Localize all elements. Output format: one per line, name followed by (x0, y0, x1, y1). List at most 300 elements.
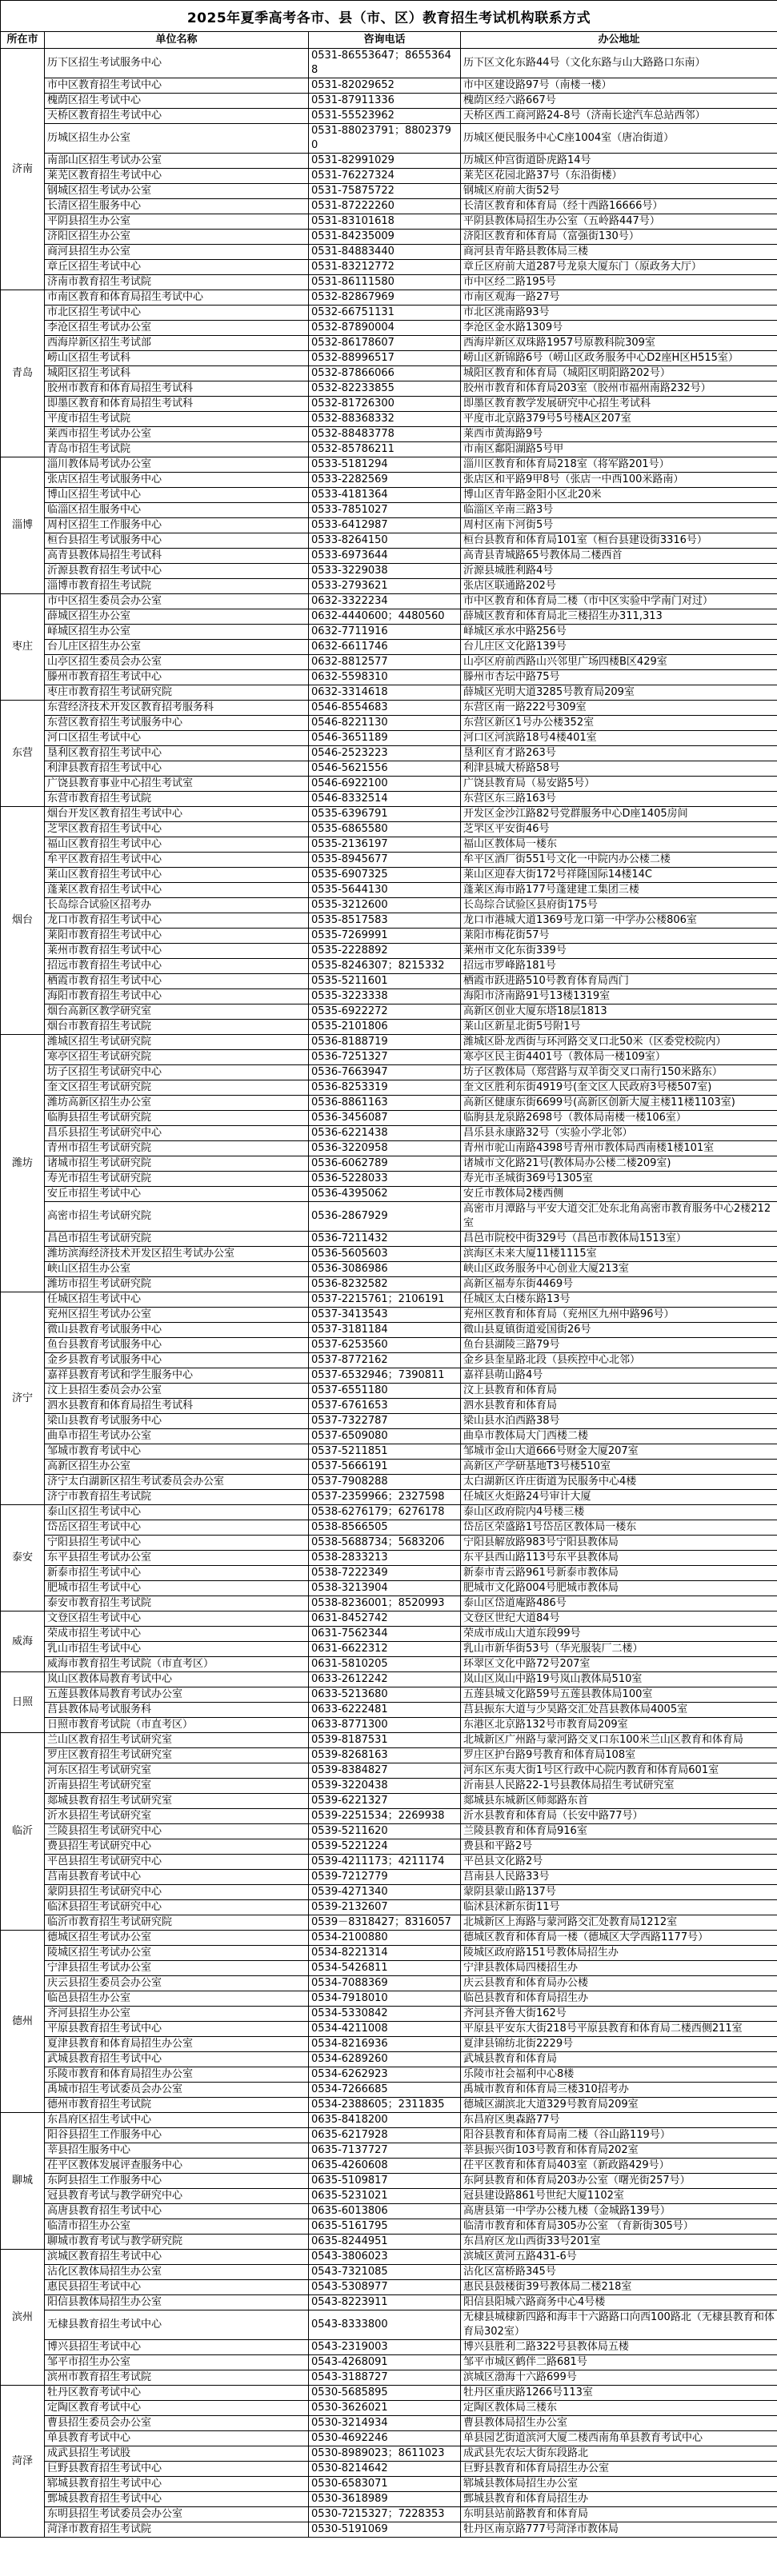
address-cell: 槐荫区经六路667号 (461, 94, 777, 109)
address-cell: 淄川区教育和体育局218室（将军路201号） (461, 457, 777, 473)
phone-cell: 0537-7908288 (309, 1475, 461, 1490)
phone-cell: 0535-8246307；8215332 (309, 959, 461, 974)
phone-cell: 0533-5181294 (309, 457, 461, 473)
phone-cell: 0531-87222260 (309, 199, 461, 214)
address-cell: 博山区青年路金阳小区北20米 (461, 488, 777, 503)
address-cell: 德城区教育和体育局一楼（德城区大学西路1177号） (461, 1931, 777, 1946)
phone-cell: 0535-3212600 (309, 898, 461, 913)
unit-cell: 烟台市教育招生考试院 (45, 1020, 309, 1035)
phone-cell: 0535-8517583 (309, 913, 461, 929)
unit-cell: 宁阳县招生考试中心 (45, 1536, 309, 1551)
address-cell: 蓬莱区海市路177号蓬建建工集团三楼 (461, 883, 777, 898)
unit-cell: 郯城县教育招生考试研究室 (45, 1794, 309, 1809)
phone-cell: 0534-8216936 (309, 2037, 461, 2052)
table-row (1, 412, 777, 427)
address-cell: 龙口市港城大道1369号龙口第一中学办公楼806室 (461, 913, 777, 929)
table-row (1, 2507, 777, 2522)
phone-cell: 0631-7562344 (309, 1627, 461, 1642)
address-cell: 西海岸新区双珠路1957号原教科院309室 (461, 336, 777, 351)
address-cell: 济阳区教育和体育局（富强街130号） (461, 230, 777, 245)
address-cell: 滕州市杏坛中路75号 (461, 670, 777, 685)
phone-cell: 0535-6865580 (309, 822, 461, 837)
table-row (1, 488, 777, 503)
address-cell: 招远市罗峰路181号 (461, 959, 777, 974)
table-row (1, 640, 777, 655)
unit-cell: 乳山市招生考试中心 (45, 1642, 309, 1657)
table-row (1, 2355, 777, 2370)
phone-cell: 0530-8214642 (309, 2462, 461, 2477)
table-row (1, 989, 777, 1004)
phone-cell: 0539-8187531 (309, 1733, 461, 1748)
phone-cell: 0537-2359966；2327598 (309, 1490, 461, 1505)
address-cell: 钢城区府前大街52号 (461, 184, 777, 199)
phone-cell: 0539-6221327 (309, 1794, 461, 1809)
unit-cell: 城阳区招生考试科 (45, 366, 309, 381)
phone-cell: 0635-6013806 (309, 2204, 461, 2219)
unit-cell: 市中区教育招生考试中心 (45, 78, 309, 94)
phone-cell: 0633-5213680 (309, 1687, 461, 1703)
table-row (1, 2022, 777, 2037)
column-header-unit: 单位名称 (45, 32, 309, 49)
unit-cell: 任城区招生考试中心 (45, 1292, 309, 1308)
address-cell: 章丘区府前大道287号龙泉大厦东门（原政务大厅） (461, 260, 777, 275)
phone-cell: 0632-3314618 (309, 685, 461, 701)
unit-cell: 西海岸新区招生考试部 (45, 336, 309, 351)
address-cell: 曹县教体局招生办公室 (461, 2416, 777, 2431)
unit-cell: 五莲县教体局教育考试办公室 (45, 1687, 309, 1703)
phone-cell: 0531-75875722 (309, 184, 461, 199)
address-cell: 岱岳区荣盛路1号岱岳区教体局一楼东 (461, 1520, 777, 1536)
unit-cell: 峄城区招生办公室 (45, 625, 309, 640)
phone-cell: 0632-3322234 (309, 594, 461, 609)
city-cell: 烟台 (1, 807, 45, 1035)
phone-cell: 0533-4181364 (309, 488, 461, 503)
phone-cell: 0539-3220438 (309, 1779, 461, 1794)
address-cell: 峡山区政务服务中心创业大厦213室 (461, 1262, 777, 1277)
table-row (1, 1444, 777, 1460)
phone-cell: 0531-87911336 (309, 94, 461, 109)
phone-cell: 0538-5688734；5683206 (309, 1536, 461, 1551)
address-cell: 商河县青年路县教体局三楼 (461, 245, 777, 260)
table-row (1, 2522, 777, 2538)
phone-cell: 0536-4395062 (309, 1187, 461, 1202)
phone-cell: 0534-6262923 (309, 2067, 461, 2083)
address-cell: 太白湖新区许庄街道为民服务中心4楼 (461, 1475, 777, 1490)
address-cell: 邹城市金山大道666号财金大厦207室 (461, 1444, 777, 1460)
unit-cell: 新泰市招生考试中心 (45, 1566, 309, 1581)
table-row (1, 1551, 777, 1566)
unit-cell: 沂水县招生考试研究室 (45, 1809, 309, 1824)
phone-cell: 0537-6253560 (309, 1338, 461, 1353)
table-row (1, 1308, 777, 1323)
table-row (1, 2098, 777, 2113)
address-cell: 莱阳市梅花街57号 (461, 929, 777, 944)
address-cell: 牡丹区南京路777号菏泽市教体局 (461, 2522, 777, 2538)
unit-cell: 博山区招生考试中心 (45, 488, 309, 503)
table-row (1, 1611, 777, 1627)
address-cell: 滨城区渤海十六路699号 (461, 2370, 777, 2386)
phone-cell: 0543-4268091 (309, 2355, 461, 2370)
unit-cell: 莱芜区教育招生考试中心 (45, 169, 309, 184)
table-row (1, 351, 777, 366)
unit-cell: 东阿县招生工作服务中心 (45, 2174, 309, 2189)
table-row (1, 184, 777, 199)
phone-cell: 0546-3651189 (309, 731, 461, 746)
phone-cell: 0537-8772162 (309, 1353, 461, 1368)
address-cell: 天桥区西工商河路24-8号（济南长途汽车总站西邻） (461, 109, 777, 124)
unit-cell: 莒南县教育考试中心 (45, 1870, 309, 1885)
phone-cell: 0536-8253319 (309, 1080, 461, 1096)
table-row (1, 2083, 777, 2098)
phone-cell: 0531-84883440 (309, 245, 461, 260)
address-cell: 庆云县教育和体育局办公楼 (461, 1976, 777, 1991)
table-row (1, 1946, 777, 1961)
address-cell: 市南区鄱阳湖路5号甲 (461, 442, 777, 457)
unit-cell: 费县招生考试研究中心 (45, 1839, 309, 1855)
phone-cell: 0531-82029652 (309, 78, 461, 94)
phone-cell: 0530-5685895 (309, 2386, 461, 2401)
phone-cell: 0539-5221224 (309, 1839, 461, 1855)
phone-cell: 0535-6922272 (309, 1004, 461, 1020)
table-row (1, 670, 777, 685)
city-cell: 济南 (1, 49, 45, 290)
address-cell: 泗水县教育和体育局 (461, 1399, 777, 1414)
table-row (1, 109, 777, 124)
phone-cell: 0633-2612242 (309, 1672, 461, 1687)
address-cell: 鱼台县湖陵三路79号 (461, 1338, 777, 1353)
table-row (1, 868, 777, 883)
phone-cell: 0546-8221130 (309, 716, 461, 731)
address-cell: 成武县先农坛大街东段路北 (461, 2446, 777, 2462)
unit-cell: 蓬莱区教育招生考试中心 (45, 883, 309, 898)
table-row (1, 1141, 777, 1156)
address-cell: 峄城区承水中路256号 (461, 625, 777, 640)
unit-cell: 商河县招生办公室 (45, 245, 309, 260)
city-cell: 泰安 (1, 1505, 45, 1611)
column-header-address: 办公地址 (461, 32, 777, 49)
address-cell: 茌平区教育和体育局403室（新政路429号） (461, 2159, 777, 2174)
header-row (1, 32, 777, 49)
address-cell: 汶上县教育和体育局 (461, 1384, 777, 1399)
unit-cell: 莒县教体局考试服务科 (45, 1703, 309, 1718)
unit-cell: 东营市教育招生考试院 (45, 792, 309, 807)
phone-cell: 0532-88368332 (309, 412, 461, 427)
phone-cell: 0534-2388605；2311835 (309, 2098, 461, 2113)
address-cell: 长岛综合试验区县府街175号 (461, 898, 777, 913)
unit-cell: 河口区招生考试中心 (45, 731, 309, 746)
address-cell: 临淄区辛南三路3号 (461, 503, 777, 518)
address-cell: 武城县教育和体育局 (461, 2052, 777, 2067)
address-cell: 李沧区金水路1309号 (461, 321, 777, 336)
address-cell: 市中区教育和体育局二楼（市中区实验中学南门对过） (461, 594, 777, 609)
unit-cell: 平原县教育招生考试中心 (45, 2022, 309, 2037)
phone-cell: 0532-82233855 (309, 381, 461, 397)
address-cell: 文登区世纪大道84号 (461, 1611, 777, 1627)
unit-cell: 牡丹区教育考试中心 (45, 2386, 309, 2401)
address-cell: 青州市驼山南路4398号青州市教体局西南楼1楼101室 (461, 1141, 777, 1156)
unit-cell: 桓台县招生考试服务中心 (45, 533, 309, 549)
table-row (1, 1596, 777, 1611)
table-row (1, 1794, 777, 1809)
table-row (1, 1961, 777, 1976)
table-row (1, 731, 777, 746)
phone-cell: 0536-3456087 (309, 1111, 461, 1126)
phone-cell: 0530-4692246 (309, 2431, 461, 2446)
address-cell: 河东区东夷大街1号区行政中心院内教育和体育局601室 (461, 1763, 777, 1779)
unit-cell: 鄄城县教育招生考试中心 (45, 2492, 309, 2507)
phone-cell: 0536-6221438 (309, 1126, 461, 1141)
phone-cell: 0536-2867929 (309, 1202, 461, 1232)
unit-cell: 济宁太白湖新区招生考试委员会办公室 (45, 1475, 309, 1490)
address-cell: 东阿县教育和体育局203办公室（曙光街257号） (461, 2174, 777, 2189)
table-row (1, 397, 777, 412)
phone-cell: 0539－8318427；8316057 (309, 1915, 461, 1931)
table-row (1, 2310, 777, 2340)
address-cell: 莱州市文化东街339号 (461, 944, 777, 959)
address-cell: 昌乐县永康路32号（实验小学北邻） (461, 1126, 777, 1141)
phone-cell: 0534-2100880 (309, 1931, 461, 1946)
phone-cell: 0532-86178607 (309, 336, 461, 351)
address-cell: 博兴县胜利二路322号县教体局五楼 (461, 2340, 777, 2355)
table-row (1, 2370, 777, 2386)
table-row (1, 2159, 777, 2174)
unit-cell: 曲阜市招生考试办公室 (45, 1429, 309, 1444)
phone-cell: 0533-8264150 (309, 533, 461, 549)
table-row (1, 1126, 777, 1141)
unit-cell: 高密市招生考试研究院 (45, 1202, 309, 1232)
unit-cell: 东明县招生考试委员会办公室 (45, 2507, 309, 2522)
phone-cell: 0635-5109817 (309, 2174, 461, 2189)
unit-cell: 文登区招生考试中心 (45, 1611, 309, 1627)
phone-cell: 0531-84235009 (309, 230, 461, 245)
address-cell: 高新区创业大厦东塔18层1813 (461, 1004, 777, 1020)
phone-cell: 0533-6973644 (309, 549, 461, 564)
phone-cell: 0537-2215761；2106191 (309, 1292, 461, 1308)
address-cell: 高唐县第一中学办公楼九楼（金城路139号） (461, 2204, 777, 2219)
phone-cell: 0534-5330842 (309, 2007, 461, 2022)
table-row (1, 2477, 777, 2492)
address-cell: 东明县站前路教育和体育局 (461, 2507, 777, 2522)
phone-cell: 0532-81726300 (309, 397, 461, 412)
address-cell: 宁津县教体局四楼招生办 (461, 1961, 777, 1976)
city-cell: 淄博 (1, 457, 45, 594)
unit-cell: 平度市招生考试院 (45, 412, 309, 427)
unit-cell: 栖霞市教育招生考试中心 (45, 974, 309, 989)
unit-cell: 滨城区教育招生考试中心 (45, 2250, 309, 2265)
address-cell: 梁山县水泊西路38号 (461, 1414, 777, 1429)
address-cell: 巨野县教育和体育局招生办公室 (461, 2462, 777, 2477)
unit-cell: 岱岳区招生考试中心 (45, 1520, 309, 1536)
phone-cell: 0530-7215327；7228353 (309, 2507, 461, 2522)
phone-cell: 0531-86553647；86553648 (309, 49, 461, 78)
table-row (1, 1111, 777, 1126)
table-row (1, 1885, 777, 1900)
unit-cell: 章丘区招生考试中心 (45, 260, 309, 275)
unit-cell: 历城区招生办公室 (45, 124, 309, 154)
table-row (1, 1703, 777, 1718)
address-cell: 莱山区新星北街5号附1号 (461, 1020, 777, 1035)
phone-cell: 0533-6412987 (309, 518, 461, 533)
table-row (1, 1323, 777, 1338)
unit-cell: 泗水县教育和体育局招生考试科 (45, 1399, 309, 1414)
table-row (1, 2250, 777, 2265)
table-row (1, 230, 777, 245)
city-cell: 德州 (1, 1931, 45, 2113)
unit-cell: 临朐县招生考试研究院 (45, 1111, 309, 1126)
address-cell: 周村区南下河街5号 (461, 518, 777, 533)
phone-cell: 0532-82867969 (309, 290, 461, 306)
table-row (1, 1414, 777, 1429)
table-row (1, 625, 777, 640)
city-cell: 菏泽 (1, 2386, 45, 2538)
table-row (1, 2067, 777, 2083)
table-row (1, 944, 777, 959)
city-cell: 济宁 (1, 1292, 45, 1505)
unit-cell: 德州市教育招生考试院 (45, 2098, 309, 2113)
address-cell: 高新区产学研基地T3号楼510室 (461, 1460, 777, 1475)
phone-cell: 0531-86111580 (309, 275, 461, 290)
table-row (1, 2128, 777, 2143)
address-cell: 新泰市青云路961号新泰市教体局 (461, 1566, 777, 1581)
table-row (1, 1292, 777, 1308)
address-cell: 沾化区富桥路345号 (461, 2265, 777, 2280)
table-row (1, 1460, 777, 1475)
table-row (1, 1505, 777, 1520)
unit-cell: 市南区教育和体育局招生考试中心 (45, 290, 309, 306)
address-cell: 历城区便民服务中心C座1004室（唐冶街道） (461, 124, 777, 154)
address-cell: 曲阜市教体局大门西楼二楼 (461, 1429, 777, 1444)
table-row (1, 78, 777, 94)
address-cell: 北城新区广州路与蒙河路交叉口东100米兰山区教育和体育局 (461, 1733, 777, 1748)
table-row (1, 1824, 777, 1839)
phone-cell: 0533-7851027 (309, 503, 461, 518)
address-cell: 高新区健康东街6699号(高新区创新大厦主楼11楼1103室) (461, 1096, 777, 1111)
unit-cell: 成武县招生考试股 (45, 2446, 309, 2462)
address-cell: 单县园艺街道滨河大厦二楼西南角单县教育考试中心 (461, 2431, 777, 2446)
phone-cell: 0546-8554683 (309, 701, 461, 716)
address-cell: 乐陵市社会福利中心8楼 (461, 2067, 777, 2083)
phone-cell: 0635-8244951 (309, 2235, 461, 2250)
phone-cell: 0532-87890004 (309, 321, 461, 336)
phone-cell: 0635-4260608 (309, 2159, 461, 2174)
phone-cell: 0537-5666191 (309, 1460, 461, 1475)
table-row (1, 655, 777, 670)
table-row (1, 792, 777, 807)
unit-cell: 岚山区教体局教育考试中心 (45, 1672, 309, 1687)
address-cell: 崂山区新锦路6号（崂山区政务服务中心D2座H区H515室） (461, 351, 777, 366)
unit-cell: 嘉祥县教育考试和学生服务中心 (45, 1368, 309, 1384)
unit-cell: 寒亭区招生考试研究院 (45, 1050, 309, 1065)
phone-cell: 0536-6062789 (309, 1156, 461, 1172)
unit-cell: 武城县教育招生考试中心 (45, 2052, 309, 2067)
column-header-phone: 咨询电话 (309, 32, 461, 49)
address-cell: 定陶区教体局三楼东 (461, 2401, 777, 2416)
table-row (1, 245, 777, 260)
table-row (1, 1976, 777, 1991)
table-row (1, 2462, 777, 2477)
phone-cell: 0530-6583071 (309, 2477, 461, 2492)
unit-cell: 莱西市招生考试办公室 (45, 427, 309, 442)
unit-cell: 莘县招生服务中心 (45, 2143, 309, 2159)
address-cell: 沂南县人民路22-1号县教体局招生考试研究室 (461, 1779, 777, 1794)
unit-cell: 牟平区教育招生考试中心 (45, 853, 309, 868)
table-row (1, 1581, 777, 1596)
table-row (1, 1368, 777, 1384)
unit-cell: 威海市教育招生考试院（市直考区） (45, 1657, 309, 1672)
table-row (1, 701, 777, 716)
phone-cell: 0534-4211008 (309, 2022, 461, 2037)
table-row (1, 1429, 777, 1444)
unit-cell: 兰陵县招生考试研究中心 (45, 1824, 309, 1839)
unit-cell: 阳谷县招生工作服务中心 (45, 2128, 309, 2143)
unit-cell: 邹平市招生办公室 (45, 2355, 309, 2370)
unit-cell: 宁津县招生考试办公室 (45, 1961, 309, 1976)
phone-cell: 0531-88023791；88023790 (309, 124, 461, 154)
unit-cell: 肥城市招生考试中心 (45, 1581, 309, 1596)
phone-cell: 0536-7211432 (309, 1232, 461, 1247)
phone-cell: 0538-3213904 (309, 1581, 461, 1596)
unit-cell: 德城区招生考试办公室 (45, 1931, 309, 1946)
address-cell: 任城区太白楼东路13号 (461, 1292, 777, 1308)
address-cell: 广饶县教育局（易安路5号） (461, 777, 777, 792)
address-cell: 莱西市黄海路9号 (461, 427, 777, 442)
table-row (1, 2189, 777, 2204)
phone-cell: 0543-8223911 (309, 2295, 461, 2310)
table-row (1, 1202, 777, 1232)
unit-cell: 即墨区教育和体育局招生考试科 (45, 397, 309, 412)
unit-cell: 齐河县招生办公室 (45, 2007, 309, 2022)
unit-cell: 利津县教育招生考试中心 (45, 761, 309, 777)
phone-cell: 0532-88996517 (309, 351, 461, 366)
table-row (1, 1733, 777, 1748)
table-row (1, 214, 777, 230)
table-row (1, 579, 777, 594)
address-cell: 安丘市教体局2楼西侧 (461, 1187, 777, 1202)
phone-cell: 0539-2251534；2269938 (309, 1809, 461, 1824)
table-row (1, 1672, 777, 1687)
unit-cell: 济南市教育招生考试院 (45, 275, 309, 290)
unit-cell: 天桥区教育招生考试中心 (45, 109, 309, 124)
phone-cell: 0535-2228892 (309, 944, 461, 959)
unit-cell: 临邑县招生办公室 (45, 1991, 309, 2007)
table-row (1, 1687, 777, 1703)
table-row (1, 2204, 777, 2219)
address-cell: 高青县青城路65号教体局二楼西首 (461, 549, 777, 564)
unit-cell: 鱼台县教育考试服务中心 (45, 1338, 309, 1353)
table-row (1, 1080, 777, 1096)
address-cell: 东昌府区奥森路77号 (461, 2113, 777, 2128)
table-row (1, 1232, 777, 1247)
phone-cell: 0632-6611746 (309, 640, 461, 655)
address-cell: 阳谷县教育和体育局南二楼（谷山路119号） (461, 2128, 777, 2143)
unit-cell: 临沂市教育招生考试研究院 (45, 1915, 309, 1931)
unit-cell: 昌邑市招生考试研究院 (45, 1232, 309, 1247)
phone-cell: 0537-7322787 (309, 1414, 461, 1429)
phone-cell: 0537-5211851 (309, 1444, 461, 1460)
table-row (1, 2386, 777, 2401)
unit-cell: 临清市招生办公室 (45, 2219, 309, 2235)
unit-cell: 李沧区招生考试办公室 (45, 321, 309, 336)
unit-cell: 奎文区招生考试研究院 (45, 1080, 309, 1096)
address-cell: 市北区洮南路93号 (461, 306, 777, 321)
phone-cell: 0537-3413543 (309, 1308, 461, 1323)
phone-cell: 0536-8861163 (309, 1096, 461, 1111)
phone-cell: 0532-66751131 (309, 306, 461, 321)
address-cell: 利津县城大桥路58号 (461, 761, 777, 777)
address-cell: 芝罘区平安街46号 (461, 822, 777, 837)
table-row (1, 260, 777, 275)
table-row (1, 1839, 777, 1855)
